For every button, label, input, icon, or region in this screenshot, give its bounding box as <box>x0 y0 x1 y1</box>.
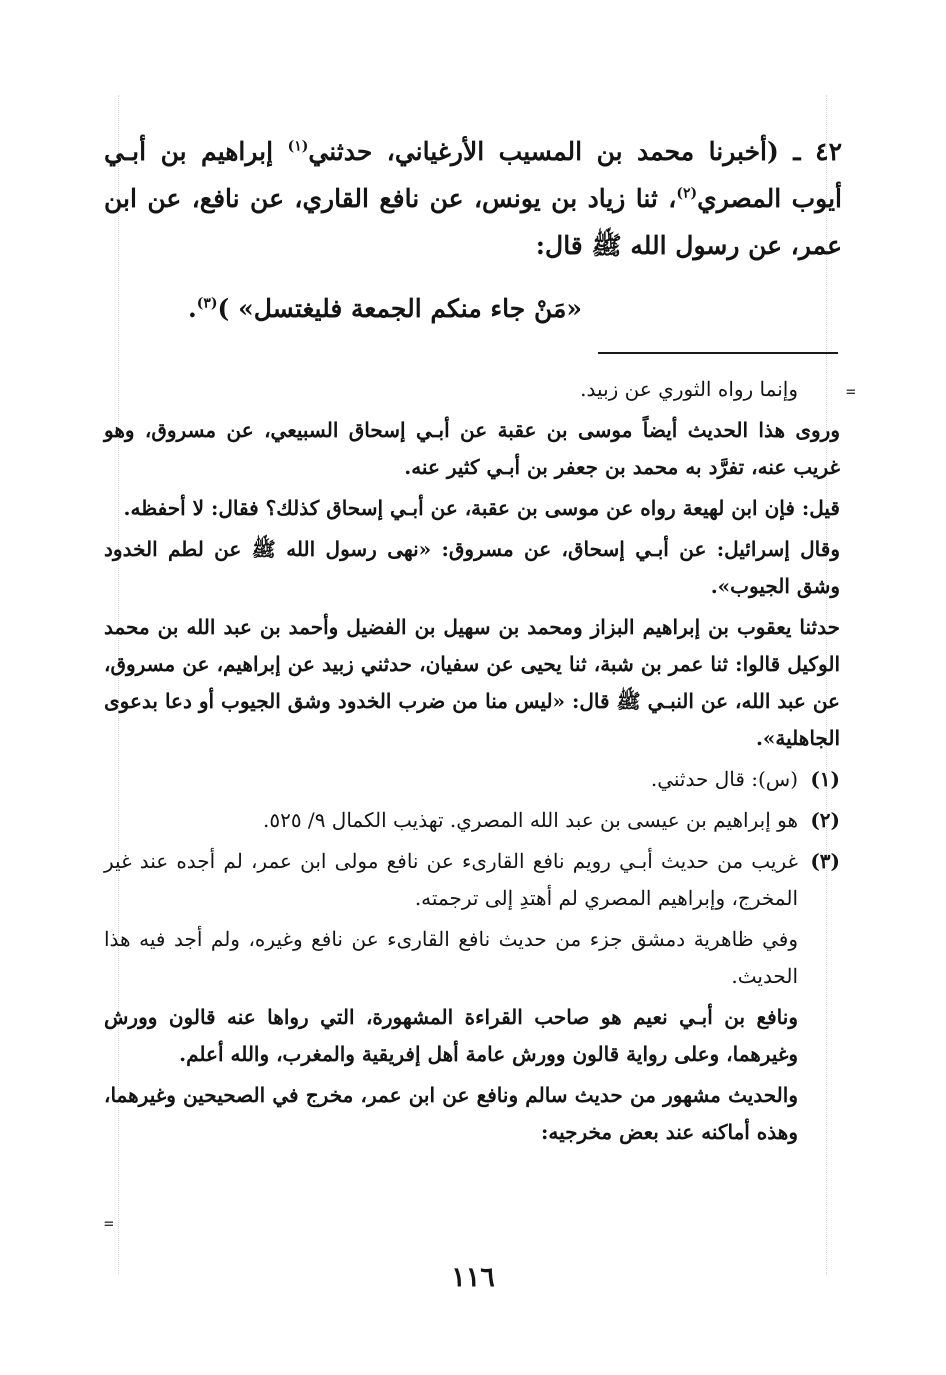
footnote-2 <box>104 802 840 839</box>
footnote-number: (١) <box>810 767 840 791</box>
footnote-continuation: ونافع بن أبـي نعيم هو صاحب القراءة المشهورة، التي رواها عنه قالون وورش وغيرهما، وعلى رواية قالون وورش عامة أهل إفريقية والمغرب، والله أعلم. <box>104 1005 798 1066</box>
footnote-continuation: والحديث مشهور من حديث سالم ونافع عن ابن عمر، مخرج في الصحيحين وغيرهما، وهذه أماكنه عند بعض مخرجيه: <box>104 1083 798 1144</box>
hadith-quote: «مَنْ جاء منكم الجمعة فليغتسل» ) <box>217 294 582 323</box>
continuation-mark-top: = <box>846 382 856 401</box>
continuation-note: وقال إسرائيل: عن أبـي إسحاق، عن مسروق: «نهى رسول الله ﷺ عن لطم الخدود وشق الجيوب». <box>104 537 840 598</box>
footnote-separator <box>598 352 838 354</box>
footnotes-section <box>104 371 840 1155</box>
hadith-text <box>188 289 582 329</box>
footnote-1 <box>104 761 840 798</box>
footnote-ref-3[interactable]: (٣) <box>196 295 218 312</box>
footnote-3 <box>104 843 840 995</box>
continuation-note: وروى هذا الحديث أيضاً موسى بن عقبة عن أبـي إسحاق السبيعي، عن مسروق، وهو غريب عنه، تفرَّد به محمد بن جعفر بن أبـي كثير عنه. <box>104 418 840 479</box>
footnote-ref-1[interactable]: (١) <box>287 138 309 155</box>
hadith-number: ٤٢ <box>815 137 842 166</box>
chain-segment-2: إبراهيم بن أبـي أيوب المصري <box>104 137 843 213</box>
footnote-text: وفي ظاهرية دمشق جزء من حديث نافع القارىء عن نافع وغيره، ولم أجد فيه هذا الحديث. <box>104 927 798 988</box>
continuation-note: حدثنا يعقوب بن إبراهيم البزاز ومحمد بن سهيل بن الفضيل وأحمد بن عبد الله بن محمد الوكيل قالوا: ثنا عمر بن شبة، ثنا يحيى عن سفيان، حدثني زبيد عن إبراهيم، عن مسروق، عن عبد الله، عن النبـي ﷺ قال: «ليس منا من ضرب الخدود وشق الجيوب أو دعا بدعوى الجاهلية». <box>104 615 840 750</box>
footnote-number: (٣) <box>810 849 840 873</box>
continuation-note: وإنما رواه الثوري عن زبيد. <box>580 377 798 401</box>
hadith-end: . <box>188 294 197 323</box>
hadith-chain-paragraph <box>104 128 842 269</box>
footnote-number: (٢) <box>810 808 840 832</box>
main-text <box>104 128 842 269</box>
footnote-ref-2[interactable]: (٢) <box>676 185 698 202</box>
footnote-text: (س): قال حدثني. <box>650 767 798 791</box>
page-number: ١١٦ <box>451 1262 495 1293</box>
chain-segment-1: ـ (أخبرنا محمد بن المسيب الأرغياني، حدثني <box>308 137 801 166</box>
chain-segment-3: ، ثنا زياد بن يونس، عن نافع القاري، عن نافع، عن ابن عمر، عن رسول الله ﷺ قال: <box>104 184 842 260</box>
footnote-text: غريب من حديث أبـي رويم نافع القارىء عن نافع مولى ابن عمر، لم أجده عند غير المخرج، وإبراهيم المصري لم أهتدِ إلى ترجمته. <box>104 849 798 910</box>
continuation-mark-bottom: = <box>104 1214 114 1233</box>
continuation-note: قيل: فإن ابن لهيعة رواه عن موسى بن عقبة، عن أبـي إسحاق كذلك؟ فقال: لا أحفظه. <box>123 496 840 520</box>
footnote-text: هو إبراهيم بن عيسى بن عبد الله المصري. تهذيب الكمال ٩/ ٥٢٥. <box>262 808 798 832</box>
